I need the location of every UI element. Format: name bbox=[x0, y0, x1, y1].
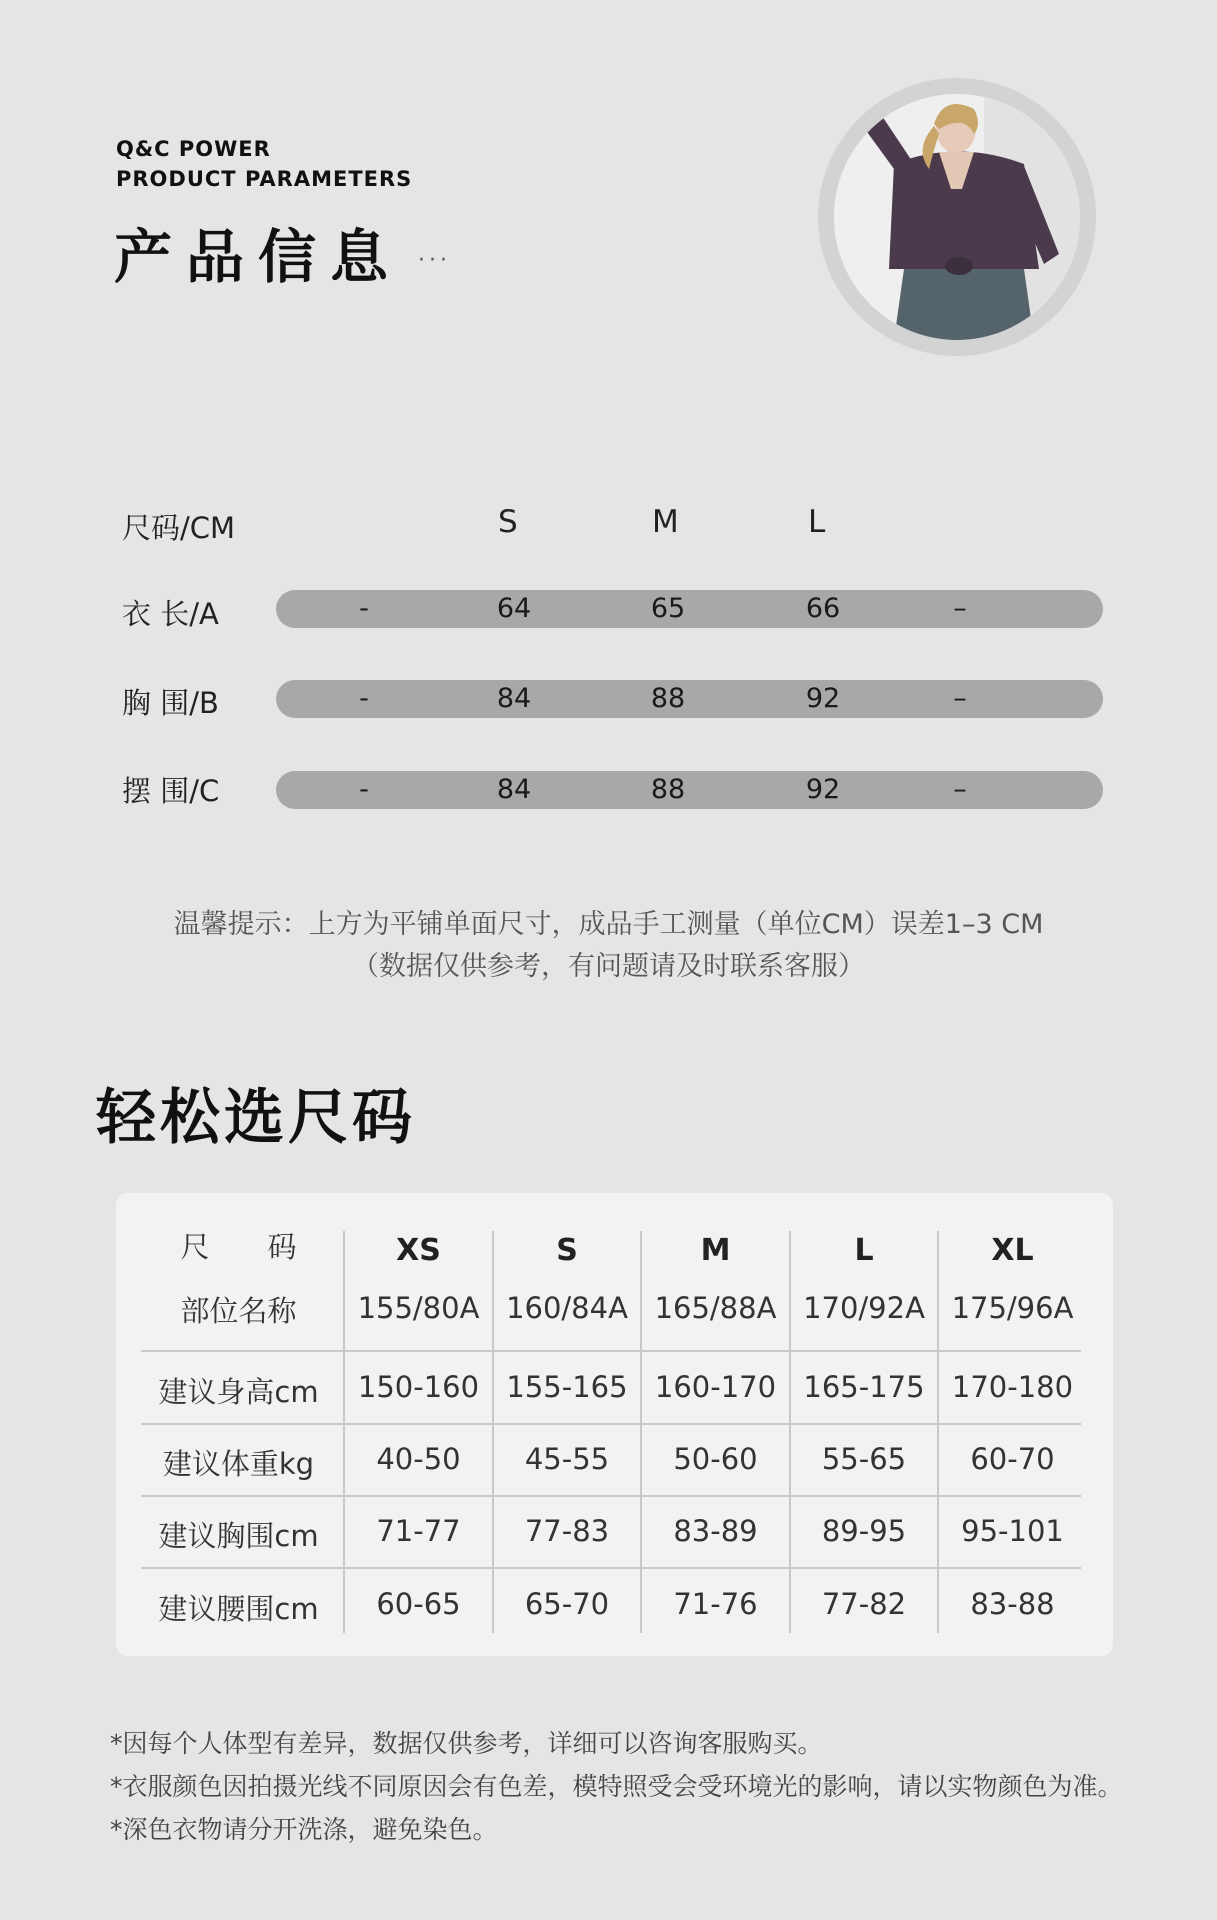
notes-block bbox=[110, 1722, 1123, 1851]
param-row-label-chest: 胸 围/B bbox=[122, 686, 219, 720]
param-lead: - bbox=[359, 683, 369, 714]
page-title: 产品信息 bbox=[114, 223, 403, 291]
chart-size-l: L bbox=[854, 1233, 874, 1268]
param-size-m: M bbox=[652, 504, 679, 540]
tip-line-1: 温馨提示：上方为平铺单面尺寸，成品手工测量（单位CM）误差1–3 CM bbox=[173, 909, 1044, 940]
param-value: 84 bbox=[496, 683, 532, 714]
chart-cell: 160-170 bbox=[654, 1370, 777, 1404]
chart-spec: 155/80A bbox=[357, 1291, 480, 1325]
chart-spec: 165/88A bbox=[654, 1291, 777, 1325]
param-row-bar-chest bbox=[276, 680, 1103, 718]
chart-size-xl: XL bbox=[991, 1233, 1034, 1268]
param-value: 64 bbox=[496, 593, 532, 624]
grid-line bbox=[141, 1495, 1081, 1497]
param-trail: – bbox=[953, 774, 967, 805]
grid-line bbox=[141, 1423, 1081, 1425]
chart-size-m: M bbox=[700, 1233, 731, 1268]
param-value: 88 bbox=[650, 683, 686, 714]
size-chart bbox=[116, 1193, 1113, 1656]
param-value: 84 bbox=[496, 774, 532, 805]
param-row-bar-hem bbox=[276, 771, 1103, 809]
model-photo bbox=[834, 94, 1080, 340]
chart-cell: 77-82 bbox=[821, 1587, 907, 1621]
param-corner-label: 尺码/CM bbox=[122, 511, 236, 545]
chart-cell: 89-95 bbox=[821, 1514, 907, 1548]
brand-block bbox=[116, 134, 412, 194]
param-value: 65 bbox=[650, 593, 686, 624]
chart-row-label-weight: 建议体重kg bbox=[162, 1447, 315, 1481]
brand-name: Q&C POWER bbox=[116, 137, 271, 161]
chart-cell: 77-83 bbox=[524, 1514, 610, 1548]
chart-cell: 165-175 bbox=[803, 1370, 925, 1404]
param-row-bar-length bbox=[276, 590, 1103, 628]
chart-row-label-chest: 建议胸围cm bbox=[158, 1519, 319, 1553]
title-dots: ··· bbox=[418, 248, 451, 273]
chart-cell: 60-70 bbox=[970, 1442, 1055, 1476]
chart-row-label-waist: 建议腰围cm bbox=[158, 1592, 319, 1626]
note-item: *深色衣物请分开洗涤，避免染色。 bbox=[110, 1815, 498, 1844]
brand-subtitle: PRODUCT PARAMETERS bbox=[116, 167, 413, 191]
chart-size-s: S bbox=[556, 1233, 578, 1268]
chart-size-xs: XS bbox=[396, 1233, 441, 1268]
chart-spec: 170/92A bbox=[803, 1291, 925, 1325]
chart-cell: 60-65 bbox=[376, 1587, 461, 1621]
tip-block bbox=[0, 904, 1217, 988]
chart-cell: 55-65 bbox=[821, 1442, 907, 1476]
size-guide-title: 轻松选尺码 bbox=[96, 1083, 416, 1153]
grid-line bbox=[141, 1567, 1081, 1569]
param-size-l: L bbox=[808, 504, 826, 540]
note-item: *衣服颜色因拍摄光线不同原因会有色差，模特照受会受环境光的影响，请以实物颜色为准。 bbox=[110, 1772, 1123, 1801]
chart-cell: 170-180 bbox=[951, 1370, 1074, 1404]
chart-corner-size: 尺 码 bbox=[180, 1230, 297, 1264]
chart-cell: 83-88 bbox=[970, 1587, 1055, 1621]
chart-cell: 65-70 bbox=[524, 1587, 610, 1621]
chart-cell: 45-55 bbox=[524, 1442, 610, 1476]
model-illustration bbox=[834, 94, 1080, 340]
param-lead: - bbox=[359, 774, 369, 805]
param-row-label-length: 衣 长/A bbox=[122, 597, 219, 631]
chart-cell: 40-50 bbox=[376, 1442, 461, 1476]
note-item: *因每个人体型有差异，数据仅供参考，详细可以咨询客服购买。 bbox=[110, 1729, 823, 1758]
chart-cell: 71-76 bbox=[673, 1587, 758, 1621]
chart-cell: 50-60 bbox=[673, 1442, 758, 1476]
param-size-s: S bbox=[498, 504, 518, 540]
param-value: 92 bbox=[805, 683, 841, 714]
chart-corner-part: 部位名称 bbox=[180, 1294, 297, 1328]
chart-cell: 150-160 bbox=[357, 1370, 480, 1404]
param-trail: – bbox=[953, 593, 967, 624]
tip-line-2: （数据仅供参考，有问题请及时联系客服） bbox=[352, 951, 865, 982]
grid-line bbox=[141, 1350, 1081, 1352]
param-row-label-hem: 摆 围/C bbox=[122, 774, 220, 808]
chart-cell: 155-165 bbox=[506, 1370, 628, 1404]
chart-spec: 160/84A bbox=[506, 1291, 628, 1325]
chart-cell: 83-89 bbox=[673, 1514, 758, 1548]
param-value: 92 bbox=[805, 774, 841, 805]
chart-spec: 175/96A bbox=[951, 1291, 1074, 1325]
param-value: 88 bbox=[650, 774, 686, 805]
param-lead: - bbox=[359, 593, 369, 624]
param-trail: – bbox=[953, 683, 967, 714]
chart-cell: 71-77 bbox=[376, 1514, 461, 1548]
chart-cell: 95-101 bbox=[961, 1514, 1064, 1548]
chart-row-label-height: 建议身高cm bbox=[158, 1375, 319, 1409]
param-value: 66 bbox=[805, 593, 841, 624]
